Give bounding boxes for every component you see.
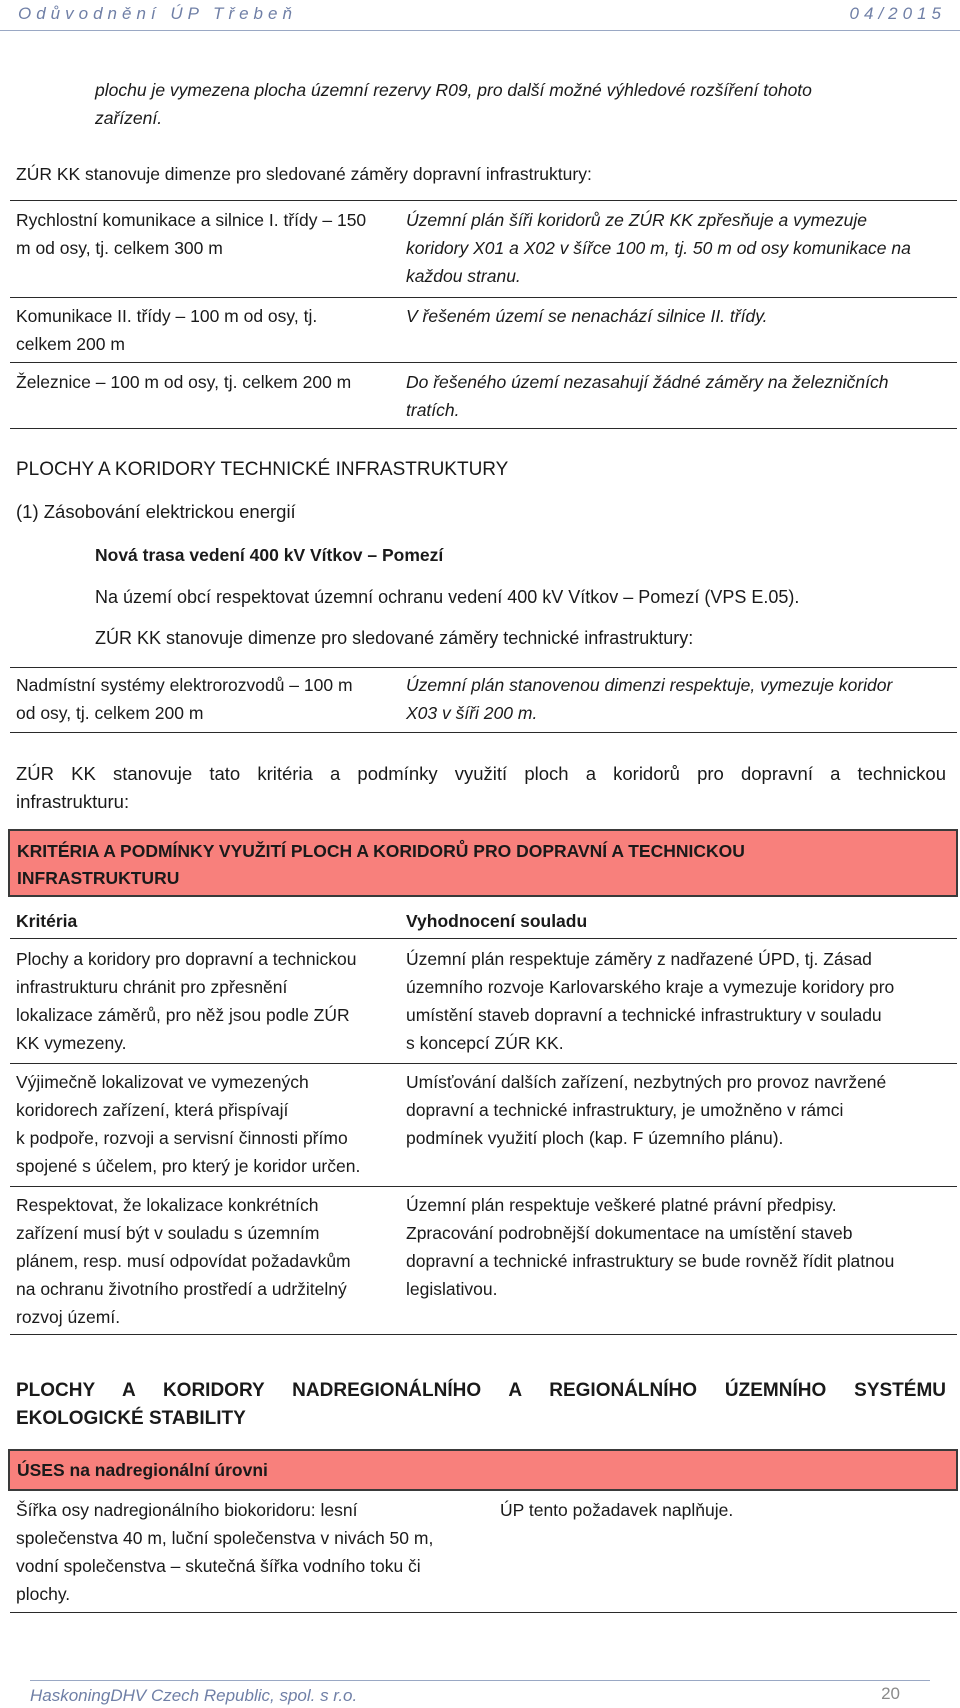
- zur-tech-text: ZÚR KK stanovuje dimenze pro sledované záměry technické infrastruktury:: [95, 628, 694, 648]
- intro-line-1: plochu je vymezena plocha územní rezervy R09, pro další možné výhledové rozšíření tohoto: [95, 80, 812, 100]
- tech-row-right: Územní plán stanovenou dimenzi respektuje, vymezuje koridor X03 v šíři 200 m.: [406, 675, 893, 723]
- footer-company: HaskoningDHV Czech Republic, spol. s r.o.: [30, 1686, 358, 1705]
- table-rule: [10, 732, 957, 733]
- transport-row-2-left: Komunikace II. třídy – 100 m od osy, tj. celkem 200 m: [16, 306, 318, 354]
- intro-line-2: zařízení.: [95, 108, 163, 128]
- tech-heading: PLOCHY A KORIDORY TECHNICKÉ INFRASTRUKTURY: [16, 459, 509, 480]
- transport-row-3-left: Železnice – 100 m od osy, tj. celkem 200 m: [16, 372, 352, 392]
- evaluation-col-header: Vyhodnocení souladu: [406, 911, 588, 931]
- criteria-row-2-right: Umísťování dalších zařízení, nezbytných pro provoz navržené dopravní a technické infrastruktury, je umožněno v rámci podmínek využití ploch (kap. F územního plánu).: [406, 1072, 887, 1148]
- uses-right: ÚP tento požadavek naplňuje.: [500, 1500, 734, 1520]
- tech-row-left: Nadmístní systémy elektrorozvodů – 100 m od osy, tj. celkem 200 m: [16, 675, 353, 723]
- table-rule: [10, 1186, 957, 1187]
- table-rule: [10, 200, 957, 201]
- uses-title-box: ÚSES na nadregionální úrovni: [8, 1449, 958, 1491]
- transport-row-1-left: Rychlostní komunikace a silnice I. třídy – 150 m od osy, tj. celkem 300 m: [16, 210, 367, 258]
- criteria-row-3-left: Respektovat, že lokalizace konkrétních zařízení musí být v souladu s územním plánem, resp. musí odpovídat požadavkům na ochranu životního prostředí a udržitelný rozvoj území.: [16, 1195, 351, 1327]
- transport-row-3-right: Do řešeného území nezasahují žádné záměry na železničních tratích.: [406, 372, 889, 420]
- table-rule: [10, 1063, 957, 1064]
- page-footer: [30, 1680, 930, 1708]
- table-rule: [10, 297, 957, 298]
- page-header: [0, 0, 960, 31]
- table-rule: [10, 938, 957, 939]
- transport-row-2-right: V řešeném území se nenachází silnice II. třídy.: [406, 306, 768, 326]
- criteria-row-2-left: Výjimečně lokalizovat ve vymezených koridorech zařízení, která přispívají k podpoře, rozvoji a servisní činnosti přímo spojené s účelem, pro který je koridor určen.: [16, 1072, 361, 1176]
- zur-transport-text: ZÚR KK stanovuje dimenze pro sledované záměry dopravní infrastruktury:: [16, 164, 592, 184]
- route-text: Na území obcí respektovat územní ochranu vedení 400 kV Vítkov – Pomezí (VPS E.05).: [95, 587, 800, 607]
- page-number: 20: [881, 1684, 900, 1703]
- criteria-title-box: KRITÉRIA A PODMÍNKY VYUŽITÍ PLOCH A KORIDORŮ PRO DOPRAVNÍ A TECHNICKOU INFRASTRUKTURU: [8, 829, 958, 897]
- table-rule: [10, 1612, 957, 1613]
- criteria-row-1-right: Územní plán respektuje záměry z nadřazené ÚPD, tj. Zásad územního rozvoje Karlovarského kraje a vymezuje koridory pro umístění staveb dopravní a technické infrastruktury v souladu s koncepcí ZÚR KK.: [406, 949, 895, 1053]
- table-rule: [10, 1334, 957, 1335]
- criteria-row-3-right: Územní plán respektuje veškeré platné právní předpisy. Zpracování podrobnější dokumentace na umístění staveb dopravní a technické infrastruktury se bude rovněž řídit platnou legislativou.: [406, 1195, 895, 1299]
- route-title: Nová trasa vedení 400 kV Vítkov – Pomezí: [95, 545, 444, 565]
- tech-subheading: (1) Zásobování elektrickou energií: [16, 501, 296, 522]
- table-rule: [10, 667, 957, 668]
- criteria-col-header: Kritéria: [16, 911, 78, 931]
- criteria-row-1-left: Plochy a koridory pro dopravní a technickou infrastrukturu chránit pro zpřesnění lokalizace záměrů, pro něž jsou podle ZÚR KK vymezeny.: [16, 949, 357, 1053]
- transport-row-1-right: Územní plán šíři koridorů ze ZÚR KK zpřesňuje a vymezuje koridory X01 a X02 v šířce 100 m, tj. 50 m od osy komunikace na každou stranu.: [406, 210, 911, 286]
- header-title: Odůvodnění ÚP Třebeň: [18, 4, 297, 23]
- uses-left: Šířka osy nadregionálního biokoridoru: lesní společenstva 40 m, luční společenstva v nivách 50 m, vodní společenstva – skutečná šířka vodního toku či plochy.: [16, 1500, 434, 1604]
- criteria-intro: ZÚR KK stanovuje tato kritéria a podmínky využití ploch a koridorů pro dopravní a technickou infrastrukturu:: [16, 763, 946, 812]
- uses-heading: PLOCHY A KORIDORY NADREGIONÁLNÍHO A REGIONÁLNÍHO ÚZEMNÍHO SYSTÉMU EKOLOGICKÉ STABILITY: [16, 1380, 946, 1429]
- table-rule: [10, 428, 957, 429]
- table-rule: [10, 362, 957, 363]
- header-date: 04/2015: [849, 4, 946, 23]
